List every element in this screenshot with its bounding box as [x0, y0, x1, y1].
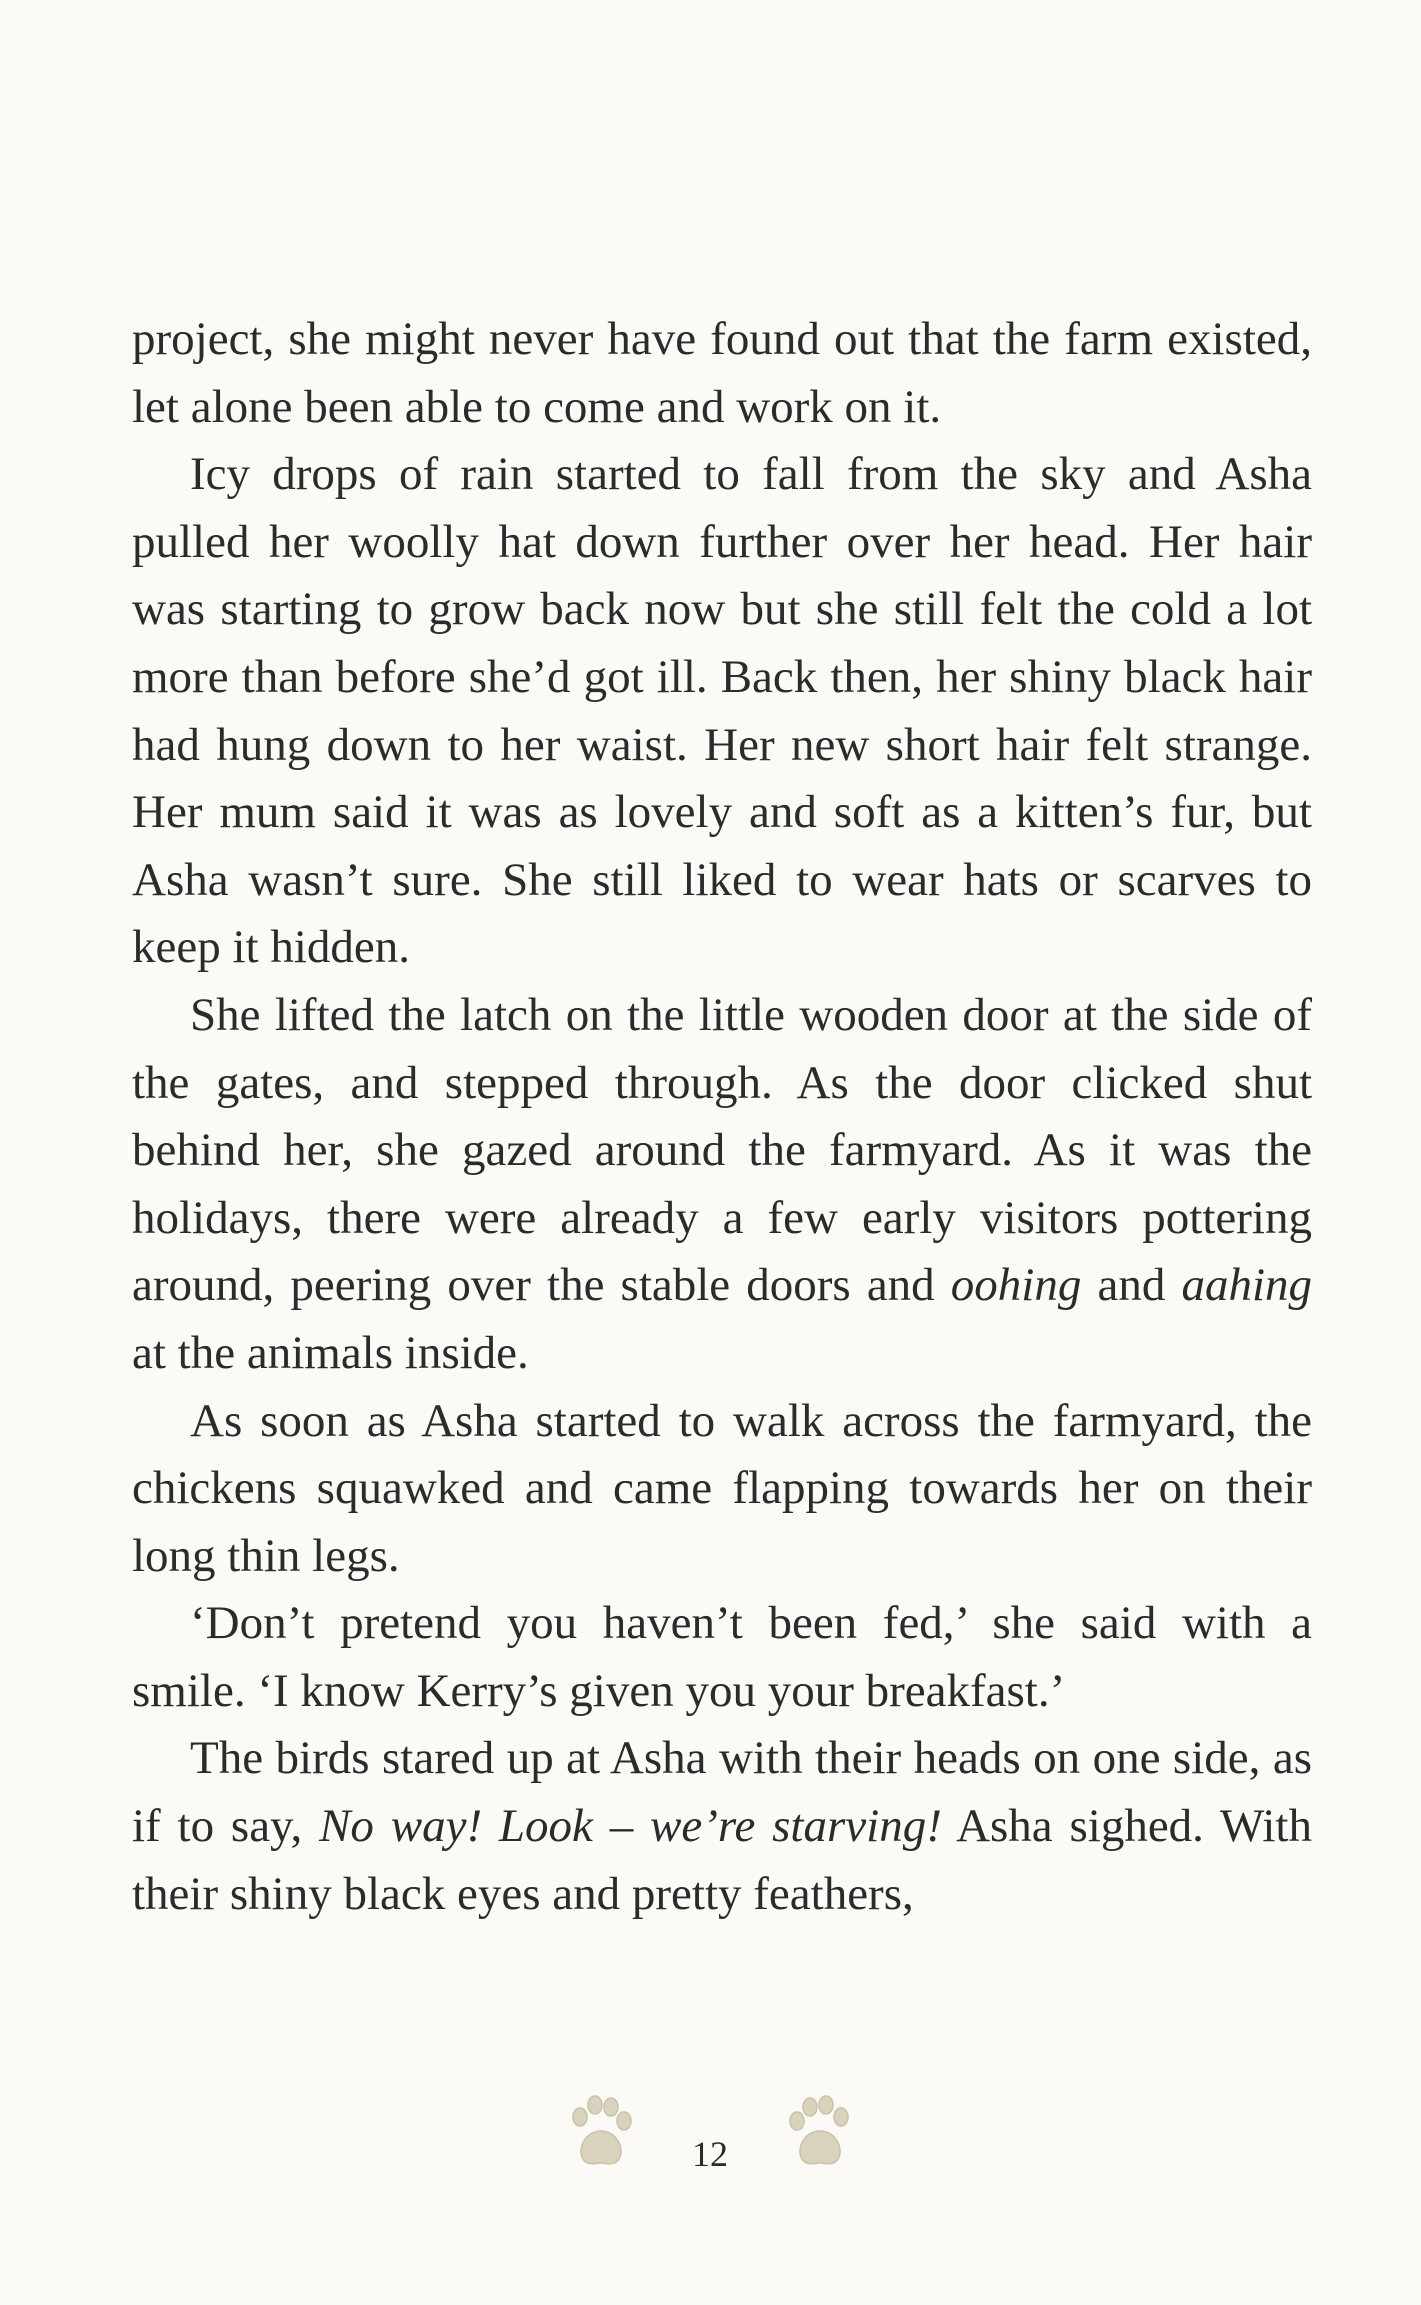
italic-text: No way! Look – we’re starving!: [319, 1800, 942, 1853]
paragraph: [132, 1725, 1312, 1928]
page-number: 12: [692, 2134, 728, 2174]
paragraph: [132, 982, 1312, 1388]
paragraph: [132, 1388, 1312, 1591]
text-run: Asha sighed. With their shiny black eyes and pretty feathers,: [132, 1800, 1312, 1920]
text-run: She lifted the latch on the little wooden door at the side of the gates, and stepped through. As the door clicked shut behind her, she gazed around the farmyard. As it was the holidays, there were already a few early visitors pottering around, peering over the stable doors and: [132, 988, 1312, 1312]
italic-text: aahing: [1181, 1259, 1312, 1312]
italic-text: oohing: [950, 1259, 1082, 1312]
text-run: Icy drops of rain started to fall from the sky and Asha pulled her woolly hat down further over her head. Her hair was starting to grow back now but she still felt the cold a lot more than before she’d got ill. Back then, her shiny black hair had hung down to her waist. Her new short hair felt strange. Her mum said it was as lovely and soft as a kitten’s fur, but Asha wasn’t sure. She still liked to wear hats or scarves to keep it hidden.: [132, 448, 1312, 974]
text-run: and: [1081, 1259, 1182, 1312]
text-run: ‘Don’t pretend you haven’t been fed,’ she said with a smile. ‘I know Kerry’s given you your breakfast.’: [132, 1597, 1312, 1717]
text-run: As soon as Asha started to walk across the farmyard, the chickens squawked and came flapping towards her on their long thin legs.: [132, 1394, 1312, 1582]
text-run: The birds stared up at Asha with their heads on one side, as if to say,: [132, 1732, 1312, 1853]
text-run: project, she might never have found out that the farm existed, let alone been able to come and work on it.: [132, 313, 1312, 433]
paragraph: [132, 441, 1312, 982]
page-footer: [0, 2085, 1421, 2205]
paw-print-icon: [785, 2095, 855, 2175]
paw-print-icon: [566, 2095, 636, 2175]
text-run: at the animals inside.: [132, 1326, 529, 1379]
body-text: [132, 306, 1312, 1928]
paragraph: [132, 1590, 1312, 1725]
paragraph: [132, 306, 1312, 441]
